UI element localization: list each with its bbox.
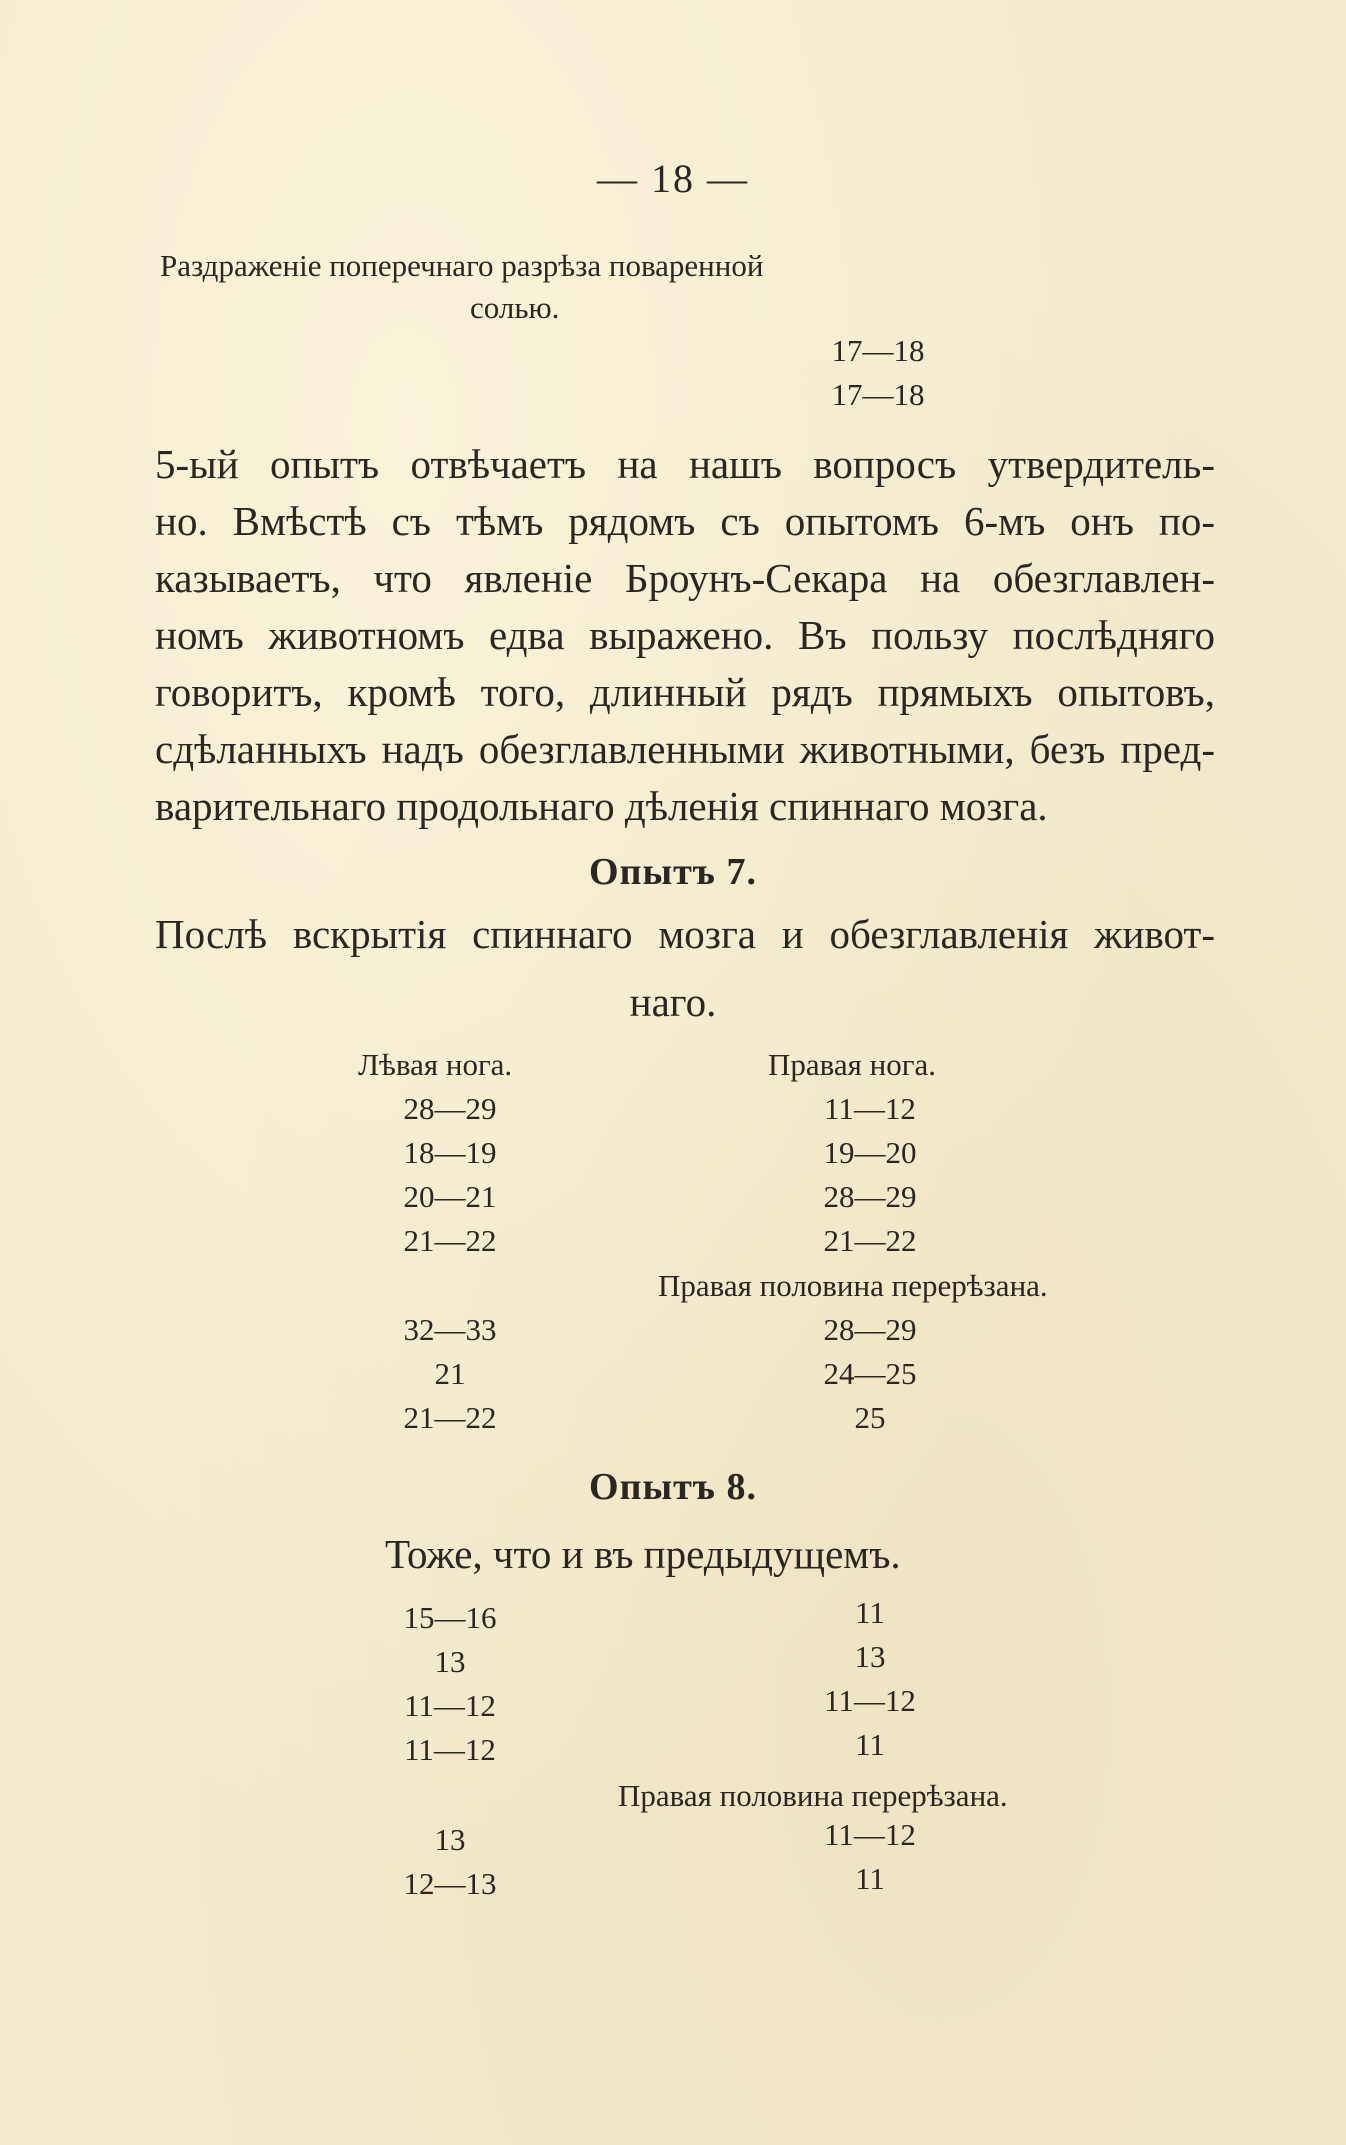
table-cell-right: 11—12 [824, 1817, 916, 1852]
table-cell-right: 28—29 [823, 1179, 917, 1214]
table-cell-right: 21—22 [823, 1223, 917, 1258]
table-cell-left: 13 [434, 1822, 466, 1857]
table-cell-left: 11—12 [404, 1732, 496, 1767]
table-cell-right: 11—12 [824, 1091, 916, 1126]
right-leg-header: Правая нога. [768, 1047, 936, 1082]
paragraph-line: казываетъ, что явленіе Броунъ-Секара на обезглавлен- [155, 555, 1215, 601]
table-cell-right: 24—25 [823, 1356, 917, 1391]
table-cell-right: 11 [855, 1861, 885, 1896]
table-cell-right: 28—29 [823, 1312, 917, 1347]
left-leg-header: Лѣвая нога. [358, 1047, 513, 1082]
intro-line-2: солью. [470, 290, 560, 325]
page-number: — 18 — [597, 156, 749, 201]
intro-value-1: 17—18 [831, 333, 925, 368]
paragraph-line: но. Вмѣстѣ съ тѣмъ рядомъ съ опытомъ 6-мъ онъ по- [155, 498, 1215, 544]
table-cell-left: 13 [434, 1644, 466, 1679]
table-cell-right: 19—20 [823, 1135, 917, 1170]
experiment-7-description: Послѣ вскрытія спиннаго мозга и обезглавленія живот- [155, 911, 1215, 957]
cut-note: Правая половина перерѣзана. [658, 1268, 1048, 1303]
experiment-7-description-cont: наго. [629, 979, 717, 1025]
table-cell-left: 21 [434, 1356, 466, 1391]
table-cell-left: 28—29 [403, 1091, 497, 1126]
paragraph-line: 5-ый опытъ отвѣчаетъ на нашъ вопросъ утвердитель- [155, 441, 1215, 487]
experiment-8-description: Тоже, что и въ предыдущемъ. [385, 1531, 901, 1577]
intro-value-2: 17—18 [831, 377, 925, 412]
paragraph-line: варительнаго продольнаго дѣленія спиннаго мозга. [155, 783, 1048, 829]
table-cell-right: 11—12 [824, 1683, 916, 1718]
intro-line-1: Раздраженіе поперечнаго разрѣза поваренной [160, 248, 764, 283]
table-cell-right: 13 [854, 1639, 886, 1674]
paragraph-line: говоритъ, кромѣ того, длинный рядъ прямыхъ опытовъ, [155, 669, 1215, 715]
table-cell-left: 12—13 [403, 1866, 497, 1901]
table-cell-right: 11 [855, 1727, 885, 1762]
cut-note: Правая половина перерѣзана. [618, 1778, 1008, 1813]
table-cell-left: 21—22 [403, 1223, 497, 1258]
table-cell-left: 32—33 [403, 1312, 497, 1347]
table-cell-left: 11—12 [404, 1688, 496, 1723]
paragraph-line: номъ животномъ едва выражено. Въ пользу послѣдняго [155, 612, 1215, 658]
table-cell-right: 25 [854, 1400, 886, 1435]
experiment-7-title: Опытъ 7. [589, 851, 757, 893]
table-cell-right: 11 [855, 1595, 885, 1630]
table-cell-left: 21—22 [403, 1400, 497, 1435]
table-cell-left: 20—21 [403, 1179, 497, 1214]
experiment-8-title: Опытъ 8. [589, 1466, 757, 1508]
table-cell-left: 18—19 [403, 1135, 497, 1170]
table-cell-left: 15—16 [403, 1600, 497, 1635]
paragraph-line: сдѣланныхъ надъ обезглавленными животными, безъ пред- [155, 726, 1215, 772]
